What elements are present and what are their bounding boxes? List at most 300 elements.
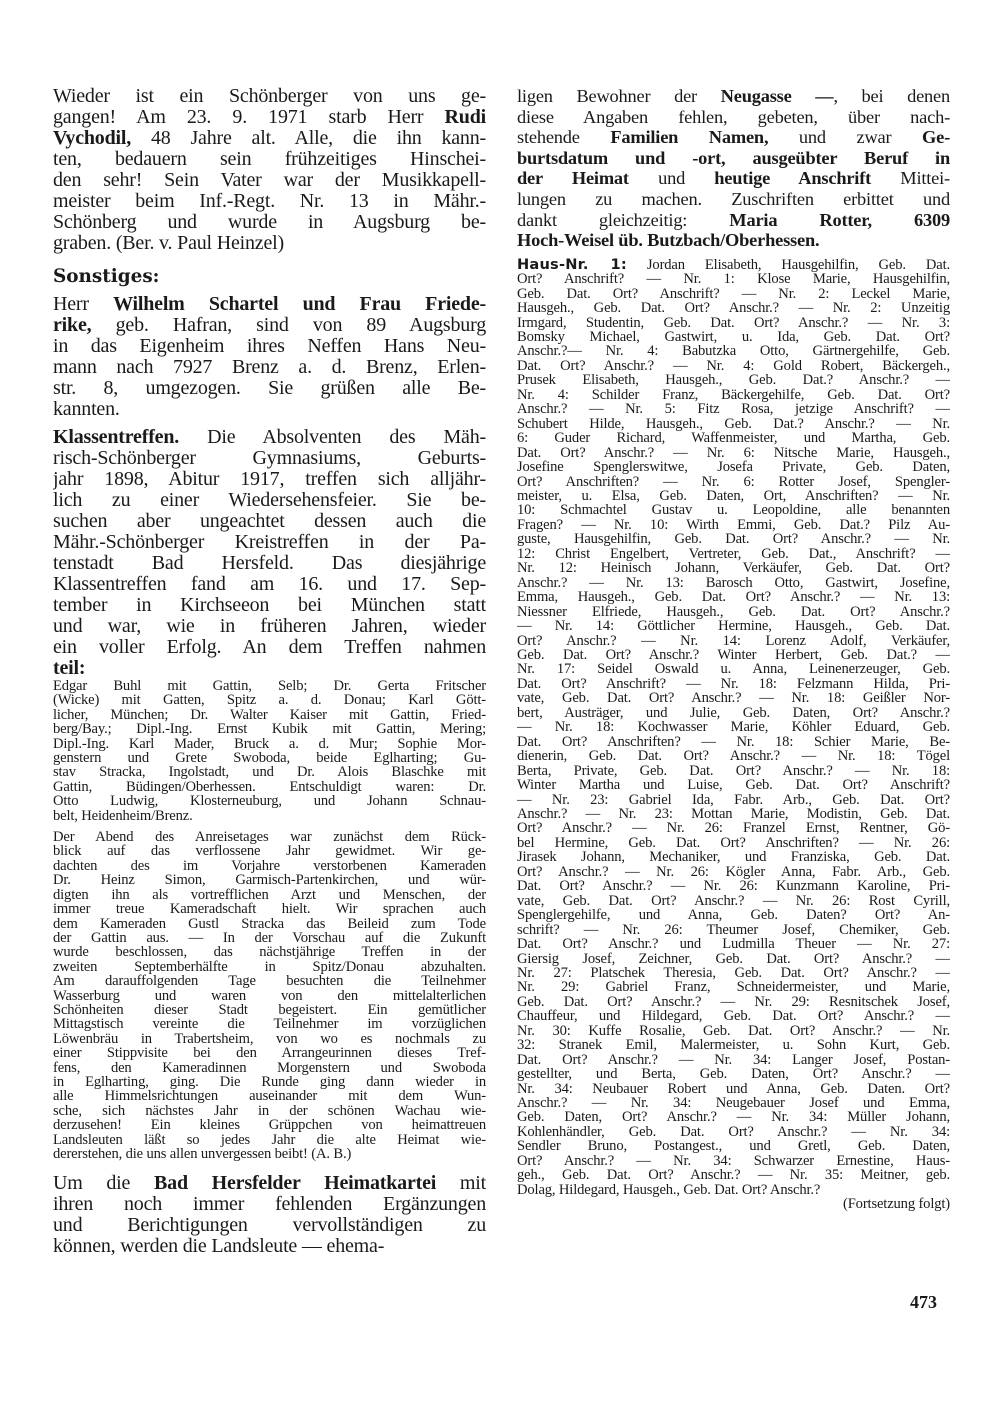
text-run: 48 Jahre alt. Alle, die ihn kann- bbox=[131, 128, 486, 149]
text-line bbox=[517, 316, 950, 330]
text-line bbox=[517, 1139, 950, 1153]
text-run: Schönberg und wurde in Augsburg be- bbox=[53, 212, 486, 233]
text-run: meister beim Inf.-Regt. Nr. 13 in Mähr.- bbox=[53, 191, 486, 212]
text-run: Klassentreffen fand am 16. und 17. Sep- bbox=[53, 574, 486, 595]
text-line bbox=[53, 780, 486, 794]
text-run: stav Stracka, Ingolstadt, und Dr. Alois Blaschke mit bbox=[53, 765, 486, 780]
text-run: 32: Stranek Emil, Malermeister, u. Sohn Kurt, Geb. bbox=[517, 1038, 950, 1053]
section-heading-sonstiges: Sonstiges: bbox=[53, 266, 160, 287]
text-line bbox=[53, 1133, 486, 1147]
bold-text: burtsdatum und -ort, ausgeübter Beruf in bbox=[517, 147, 950, 168]
evening-report-paragraph bbox=[53, 830, 486, 1161]
text-run: vate, Geb. Dat. Ort? Anschr.? — Nr. 26: Rost Cyrill, bbox=[517, 893, 950, 909]
text-line bbox=[53, 212, 486, 233]
text-run: einer Stippvisite bei den Arrangeurinnen dieses Tref- bbox=[53, 1046, 486, 1061]
relocation-paragraph bbox=[53, 294, 486, 420]
text-line bbox=[53, 399, 486, 420]
text-line bbox=[517, 850, 950, 864]
text-line bbox=[517, 489, 950, 503]
text-run: bert, Austräger, und Julie, Geb. Daten, Ort? Anschr.? bbox=[517, 705, 950, 721]
text-line bbox=[53, 357, 486, 378]
text-run: Dat. Ort? Anschr.? und Ludmilla Theuer — Nr. 27: bbox=[517, 937, 950, 952]
text-line bbox=[53, 553, 486, 574]
text-line bbox=[517, 662, 950, 676]
text-line bbox=[517, 923, 950, 937]
text-run: Nr. 30: Kuffe Rosalie, Geb. Dat. Ort? Anschr.? — Nr. bbox=[517, 1023, 950, 1039]
text-run: kannten. bbox=[53, 399, 120, 420]
text-run: , bei denen bbox=[833, 86, 950, 106]
text-run: dienerin, Geb. Dat. Ort? Anschr.? — Nr. 18: Tögel bbox=[517, 749, 950, 764]
text-line bbox=[53, 1032, 486, 1046]
text-line bbox=[517, 605, 950, 619]
text-run: 12: Christ Engelbert, Vertreter, Geb. Dat., Anschrift? — bbox=[517, 546, 950, 562]
text-line bbox=[517, 576, 950, 590]
text-run: tenstadt Bad Hersfeld. Das diesjährige bbox=[53, 553, 486, 574]
text-run: berg/Bay.; Dipl.-Ing. Ernst Kubik mit Gattin, Mering; bbox=[53, 722, 486, 737]
text-line bbox=[517, 532, 950, 546]
text-run: Geb. Daten, Ort? Anschr.? — Nr. 34: Müller Johann, bbox=[517, 1110, 950, 1125]
bold-text: Klassentreffen. bbox=[53, 427, 180, 448]
text-run: Gattin, Büdingen/Oberhessen. Entschuldigt waren: Dr. bbox=[53, 779, 486, 795]
text-run: Jordan Elisabeth, Hausgehilfin, Geb. Dat. bbox=[626, 257, 950, 273]
text-line bbox=[517, 1110, 950, 1124]
text-run: schrift? — Nr. 26: Theumer Josef, Chemiker, Geb. bbox=[517, 922, 950, 938]
text-run: Josefine Spenglerswitwe, Josefa Private, Geb. Daten, bbox=[517, 460, 950, 475]
text-line bbox=[53, 336, 486, 357]
text-line bbox=[517, 258, 950, 272]
bold-text: Vychodil, bbox=[53, 128, 132, 149]
text-run: 10: Schmachtel Gustav u. Leopoldine, alle benannten bbox=[517, 503, 950, 518]
class-reunion-paragraph bbox=[53, 427, 486, 679]
text-line bbox=[517, 287, 950, 301]
text-run: licher, München; Dr. Walter Kaiser mit Gattin, Fried- bbox=[53, 707, 486, 723]
text-line bbox=[53, 532, 486, 553]
text-line bbox=[53, 960, 486, 974]
text-run: Hausgeh., Geb. Dat. Ort? Anschr.? — Nr. 2: Unzeitig bbox=[517, 301, 950, 316]
text-line bbox=[53, 809, 486, 823]
text-line bbox=[53, 637, 486, 658]
text-line bbox=[53, 1061, 486, 1075]
participants-paragraph bbox=[53, 679, 486, 823]
text-run: Schönheiten dieser Stadt begeistert. Ein gemütlicher bbox=[53, 1002, 486, 1018]
text-line bbox=[517, 388, 950, 402]
text-line bbox=[517, 590, 950, 604]
text-line bbox=[517, 648, 950, 662]
text-run: Nr. 29: Gabriel Franz, Schneidermeister, und Marie, bbox=[517, 980, 950, 995]
text-run: zweiten Septemberhälfte in Spitz/Donau abzuhalten. bbox=[53, 959, 486, 975]
text-run: Herr bbox=[53, 294, 114, 315]
text-run: Dr. Heinz Simon, Garmisch-Partenkirchen, und wür- bbox=[53, 873, 486, 888]
text-line bbox=[53, 1075, 486, 1089]
text-line bbox=[517, 634, 950, 648]
text-run: Ort? Anschrift? — Nr. 1: Klose Marie, Hausgehilfin, bbox=[517, 272, 950, 287]
text-line bbox=[517, 793, 950, 807]
text-run: vate, Geb. Dat. Ort? Anschr.? — Nr. 18: Geißler Nor- bbox=[517, 691, 950, 706]
text-line bbox=[517, 1067, 950, 1081]
text-line bbox=[53, 708, 486, 722]
text-run: und bbox=[628, 168, 715, 189]
text-line bbox=[53, 794, 486, 808]
text-line bbox=[53, 1003, 486, 1017]
text-run: graben. (Ber. v. Paul Heinzel) bbox=[53, 233, 284, 254]
text-line bbox=[53, 989, 486, 1003]
text-run: ten, bedauern sein frühzeitiges Hinschei- bbox=[53, 149, 486, 170]
text-line bbox=[517, 503, 950, 517]
text-run: in Eglharting, ging. Die Runde ging dann wieder in bbox=[53, 1074, 486, 1090]
text-line bbox=[517, 460, 950, 474]
text-run: Anschr.? — Nr. 13: Barosch Otto, Gastwirt, Josefine, bbox=[517, 575, 950, 591]
text-run: immer treue Kameradschaft hielt. Wir sprachen auch bbox=[53, 902, 486, 917]
bold-text: der Heimat bbox=[517, 168, 629, 189]
bold-text: Familien Namen, bbox=[610, 127, 769, 148]
text-run: Ort? Anschriften? — Nr. 6: Rotter Josef, Spengler- bbox=[517, 474, 950, 489]
text-run: Dat. Ort? Anschr.? — Nr. 34: Langer Josef, Postan- bbox=[517, 1052, 950, 1068]
text-line bbox=[517, 865, 950, 879]
text-line bbox=[517, 735, 950, 749]
text-line bbox=[517, 107, 950, 128]
text-run: — Nr. 18: Kochwasser Marie, Köhler Eduard, Geb. bbox=[517, 720, 950, 735]
text-line bbox=[53, 149, 486, 170]
text-line bbox=[517, 749, 950, 763]
text-run: Dat. Ort? Anschr.? — Nr. 6: Nitsche Marie, Hausgeh., bbox=[517, 445, 950, 461]
text-run: Geb. Dat. Ort? Anschr.? Winter Herbert, Geb. Dat.? — bbox=[517, 647, 950, 663]
text-run: belt, Heidenheim/Brenz. bbox=[53, 808, 193, 824]
text-line bbox=[53, 830, 486, 844]
text-run: ihren noch immer fehlenden Ergänzungen bbox=[53, 1194, 486, 1216]
text-run: genstern und Grete Swoboda, beide Eglharting; Gu- bbox=[53, 751, 486, 766]
text-line bbox=[517, 168, 950, 189]
text-run: Nr. 17: Seidel Oswald u. Anna, Leinenerzeuger, Geb. bbox=[517, 662, 950, 677]
text-run: können, werden die Landsleute — ehema- bbox=[53, 1236, 385, 1258]
text-run: Ort? Anschr.? — Nr. 26: Kögler Anna, Fabr. Arb., Geb. bbox=[517, 864, 950, 880]
text-line bbox=[517, 86, 950, 107]
text-run: gestellter, und Berta, Geb. Daten, Ort? Anschr.? — bbox=[517, 1067, 950, 1082]
text-run: alle Himmelsrichtungen auseinander mit dem Wun- bbox=[53, 1089, 486, 1104]
text-line bbox=[53, 427, 486, 448]
text-line bbox=[517, 980, 950, 994]
text-line bbox=[53, 931, 486, 945]
text-line bbox=[517, 1082, 950, 1096]
text-run: Ort? Anschr.? — Nr. 14: Lorenz Adolf, Verkäufer, bbox=[517, 633, 950, 648]
text-line bbox=[517, 301, 950, 315]
text-line bbox=[517, 894, 950, 908]
text-line bbox=[53, 490, 486, 511]
text-line bbox=[517, 706, 950, 720]
text-run: Ort? Anschr.? — Nr. 34: Schwarzer Ernestine, Haus- bbox=[517, 1153, 950, 1169]
bold-text: Wilhelm Schartel und Frau Friede- bbox=[113, 294, 486, 315]
text-line bbox=[53, 1089, 486, 1103]
text-run: dererstehen, die uns allen unvergessen beibt! (A. B.) bbox=[53, 1147, 352, 1162]
right-column bbox=[517, 86, 950, 1212]
text-run: der Gattin aus. — In der Vorschau auf die Zukunft bbox=[53, 930, 486, 946]
text-line bbox=[53, 679, 486, 693]
text-run: meister, u. Elsa, Geb. Daten, Ort, Anschriften? — Nr. bbox=[517, 489, 950, 504]
text-line bbox=[53, 765, 486, 779]
text-run: (Wicke) mit Gatten, Spitz a. d. Donau; Karl Gött- bbox=[53, 693, 486, 708]
text-line bbox=[517, 1168, 950, 1182]
house-number-label: Haus-Nr. 1: bbox=[517, 257, 627, 273]
text-run: ligen Bewohner der bbox=[517, 86, 721, 106]
text-run: Die Absolventen des Mäh- bbox=[179, 427, 486, 448]
text-line bbox=[53, 233, 486, 254]
text-run: bel Hermine, Geb. Dat. Ort? Anschriften? — Nr. 26: bbox=[517, 835, 950, 851]
text-line bbox=[517, 561, 950, 575]
text-line bbox=[517, 547, 950, 561]
text-line bbox=[53, 191, 486, 212]
text-run: — Nr. 14: Göttlicher Hermine, Hausgeh., Geb. Dat. bbox=[517, 619, 950, 634]
text-line bbox=[517, 836, 950, 850]
text-run: Fragen? — Nr. 10: Wirth Emmi, Geb. Dat.? Pilz Au- bbox=[517, 517, 950, 533]
text-line bbox=[517, 952, 950, 966]
bold-text: rike, bbox=[53, 315, 92, 336]
text-run: Dipl.-Ing. Karl Mader, Bruck a. d. Mur; Sophie Mor- bbox=[53, 736, 486, 752]
text-line bbox=[517, 344, 950, 358]
text-line bbox=[53, 378, 486, 399]
text-line bbox=[517, 518, 950, 532]
text-run: Nr. 12: Heinisch Johann, Verkäufer, Geb. Dat. Ort? bbox=[517, 561, 950, 576]
text-run: Dat. Ort? Anschr.? — Nr. 4: Gold Robert, Bäckergeh., bbox=[517, 358, 950, 374]
text-run: in das Eigenheim ihres Neffen Hans Neu- bbox=[53, 336, 486, 357]
text-run: suchen aber ungeachtet dessen auch die bbox=[53, 511, 486, 532]
bold-text: heutige Anschrift bbox=[714, 168, 872, 189]
bold-text: teil: bbox=[53, 658, 86, 679]
text-run: lich zu einer Wiedersehensfeier. Sie be- bbox=[53, 490, 486, 511]
text-line bbox=[53, 294, 486, 315]
text-run: Landsleuten läßt so jedes Jahr die alte Heimat wie- bbox=[53, 1132, 486, 1147]
bold-text: Bad Hersfelder Heimatkartei bbox=[154, 1173, 437, 1195]
text-line bbox=[517, 1154, 950, 1168]
text-line bbox=[517, 908, 950, 922]
text-run: Nr. 4: Schilder Franz, Bäckergehilfe, Geb. Dat. Ort? bbox=[517, 387, 950, 403]
text-line bbox=[53, 511, 486, 532]
text-run: wurde beschlossen, das nächstjährige Treffen in der bbox=[53, 945, 486, 960]
text-run: 6: Guder Richard, Waffenmeister, und Martha, Geb. bbox=[517, 431, 950, 446]
text-run: stehende bbox=[517, 127, 611, 148]
text-run: und Berichtigungen vervollständigen zu bbox=[53, 1215, 486, 1237]
text-line bbox=[53, 888, 486, 902]
bold-text: Hoch-Weisel üb. Butzbach/Oberhessen. bbox=[517, 230, 820, 251]
text-line bbox=[517, 807, 950, 821]
text-line bbox=[517, 1096, 950, 1110]
text-line bbox=[53, 170, 486, 191]
text-line bbox=[53, 844, 486, 858]
text-run: guste, Hausgehilfin, Geb. Dat. Ort? Anschr.? — Nr. bbox=[517, 532, 950, 547]
text-line bbox=[53, 574, 486, 595]
text-run: Nr. 27: Platschek Theresia, Geb. Dat. Ort? Anschr.? — bbox=[517, 965, 950, 981]
text-line bbox=[53, 1215, 486, 1236]
text-run: ein voller Erfolg. An dem Treffen nahmen bbox=[53, 637, 486, 658]
text-line bbox=[517, 210, 950, 231]
text-run: Anschr.? — Nr. 34: Neugebauer Josef und Emma, bbox=[517, 1096, 950, 1111]
text-line bbox=[517, 359, 950, 373]
bold-text: Neugasse — bbox=[720, 86, 834, 106]
text-line bbox=[517, 373, 950, 387]
text-run: str. 8, umgezogen. Sie grüßen alle Be- bbox=[53, 378, 486, 399]
text-line bbox=[517, 1125, 950, 1139]
text-line bbox=[53, 1118, 486, 1132]
text-run: Mähr.-Schönberger Kreistreffen in der Pa- bbox=[53, 532, 486, 553]
text-run: risch-Schönberger Gymnasiums, Geburts- bbox=[53, 448, 486, 469]
bold-text: Ge- bbox=[922, 127, 950, 148]
text-run: fens, den Kameradinnen Morgenstern und Swoboda bbox=[53, 1060, 486, 1075]
text-line bbox=[517, 230, 950, 251]
text-line bbox=[517, 720, 950, 734]
text-run: Geb. Dat. Ort? Anschr.? — Nr. 29: Resnitschek Josef, bbox=[517, 994, 950, 1010]
text-line bbox=[517, 475, 950, 489]
text-line bbox=[517, 821, 950, 835]
text-run: geb. Hafran, sind von 89 Augsburg bbox=[91, 315, 486, 336]
text-run: Wieder ist ein Schönberger von uns ge- bbox=[53, 86, 486, 107]
text-run: Emma, Hausgeh., Geb. Dat. Ort? Anschr.? — Nr. 13: bbox=[517, 590, 950, 605]
text-line bbox=[517, 879, 950, 893]
text-line bbox=[517, 189, 950, 210]
text-run: Bomsky Michael, Gastwirt, u. Ida, Geb. Dat. Ort? bbox=[517, 330, 950, 345]
text-line bbox=[53, 945, 486, 959]
text-line bbox=[517, 431, 950, 445]
text-line bbox=[517, 272, 950, 286]
text-run: Winter Martha und Luise, Geb. Dat. Ort? Anschrift? bbox=[517, 778, 950, 793]
card-index-appeal-paragraph bbox=[53, 1173, 486, 1257]
text-run: Löwenbräu in Trabertsheim, von wo es nochmals zu bbox=[53, 1031, 486, 1047]
text-run: Sendler Bruno, Postangest., und Gretl, Geb. Daten, bbox=[517, 1139, 950, 1154]
text-line bbox=[517, 330, 950, 344]
text-run: Mittagstisch vereinte die Teilnehmer im vorzüglichen bbox=[53, 1017, 486, 1032]
text-run: Niessner Elfriede, Hausgeh., Geb. Dat. Ort? Anschr.? bbox=[517, 604, 950, 620]
text-run: dem Kameraden Gustl Stracka das Beileid zum Tode bbox=[53, 916, 486, 931]
text-line bbox=[517, 402, 950, 416]
text-run: geh., Geb. Dat. Ort? Anschr.? — Nr. 35: Meitner, geb. bbox=[517, 1168, 950, 1183]
text-run: Spenglergehilfe, und Anna, Geb. Daten? Ort? An- bbox=[517, 908, 950, 923]
text-run: Otto Ludwig, Klosterneuburg, und Johann Schnau- bbox=[53, 794, 486, 809]
text-line bbox=[53, 737, 486, 751]
text-line bbox=[53, 917, 486, 931]
text-run: sche, sich nächstes Jahr in der schönen Wachau wie- bbox=[53, 1103, 486, 1119]
text-run: dankt gleichzeitig: bbox=[517, 209, 730, 230]
text-line bbox=[517, 619, 950, 633]
text-line bbox=[53, 315, 486, 336]
text-line bbox=[517, 691, 950, 705]
text-run: Berta, Private, Geb. Dat. Ort? Anschr.? — Nr. 18: bbox=[517, 763, 950, 779]
text-line bbox=[53, 86, 486, 107]
text-line bbox=[53, 469, 486, 490]
text-run: Ort? Anschr.? — Nr. 26: Franzel Ernst, Rentner, Gö- bbox=[517, 821, 950, 836]
text-run: Dat. Ort? Anschrift? — Nr. 18: Felzmann Hilda, Pri- bbox=[517, 676, 950, 692]
text-line bbox=[517, 417, 950, 431]
page-number: 473 bbox=[910, 1292, 937, 1312]
text-line bbox=[53, 1017, 486, 1031]
text-line bbox=[517, 677, 950, 691]
continuation-note: (Fortsetzung folgt) bbox=[843, 1197, 950, 1212]
text-run: derzusehen! Ein kleines Grüppchen von heimattreuen bbox=[53, 1118, 486, 1133]
text-line bbox=[517, 1053, 950, 1067]
text-line bbox=[53, 616, 486, 637]
text-line bbox=[53, 595, 486, 616]
text-run: — Nr. 23: Gabriel Ida, Fabr. Arb., Geb. Dat. Ort? bbox=[517, 792, 950, 807]
text-line bbox=[517, 1024, 950, 1038]
text-line bbox=[517, 127, 950, 148]
text-line bbox=[517, 148, 950, 169]
text-run: Jirasek Johann, Mechaniker, und Franziska, Geb. Dat. bbox=[517, 850, 950, 865]
text-run: Anschr.? — Nr. 23: Mottan Marie, Modistin, Geb. Dat. bbox=[517, 806, 950, 822]
text-line bbox=[53, 448, 486, 469]
text-run: und war, wie in früheren Jahren, wieder bbox=[53, 616, 486, 637]
text-line bbox=[53, 1173, 486, 1194]
text-run: tember in Kirchseeon bei München statt bbox=[53, 595, 486, 616]
text-run: blick auf das verflossene Jahr gewidmet. Wir ge- bbox=[53, 844, 486, 859]
text-run: Um die bbox=[53, 1173, 154, 1195]
text-line bbox=[53, 107, 486, 128]
text-line bbox=[53, 1046, 486, 1060]
text-line bbox=[517, 995, 950, 1009]
text-run: mit bbox=[436, 1173, 486, 1195]
text-run: und zwar bbox=[768, 127, 922, 148]
text-run: Giersig Josef, Zeichner, Geb. Dat. Ort? Anschr.? — bbox=[517, 951, 950, 966]
text-run: Irmgard, Studentin, Geb. Dat. Ort? Anschr.? — Nr. 3: bbox=[517, 315, 950, 331]
text-line bbox=[53, 658, 486, 679]
obituary-paragraph bbox=[53, 86, 486, 254]
house-number-list bbox=[517, 258, 950, 1197]
appeal-continued-paragraph bbox=[517, 86, 950, 251]
bold-text: Rudi bbox=[444, 107, 486, 128]
text-run: gangen! Am 23. 9. 1971 starb Herr bbox=[53, 107, 445, 128]
text-run: mann nach 7927 Brenz a. d. Brenz, Erlen- bbox=[53, 357, 486, 378]
text-line bbox=[517, 764, 950, 778]
text-line bbox=[53, 1194, 486, 1215]
text-line bbox=[53, 1104, 486, 1118]
text-line bbox=[53, 128, 486, 149]
text-line bbox=[517, 966, 950, 980]
text-line bbox=[517, 778, 950, 792]
text-run: Dat. Ort? Anschriften? — Nr. 18: Schier Marie, Be- bbox=[517, 734, 950, 750]
text-run: Wasserburg und waren von den mittelalterlichen bbox=[53, 988, 486, 1003]
text-run: Am darauffolgenden Tage besuchten die Teilnehmer bbox=[53, 974, 486, 989]
text-line bbox=[53, 859, 486, 873]
text-run: Prusek Elisabeth, Hausgeh., Geb. Dat.? Anschr.? — bbox=[517, 373, 950, 388]
text-run: Anschr.?— Nr. 4: Babutzka Otto, Gärtnergehilfe, Geb. bbox=[517, 344, 950, 359]
text-line bbox=[517, 446, 950, 460]
text-run: Geb. Dat. Ort? Anschrift? — Nr. 2: Leckel Marie, bbox=[517, 286, 950, 302]
text-line bbox=[53, 974, 486, 988]
text-run: dachten des im Vorjahre verstorbenen Kameraden bbox=[53, 858, 486, 874]
text-line bbox=[53, 873, 486, 887]
text-run: den sehr! Sein Vater war der Musikkapell- bbox=[53, 170, 486, 191]
text-line bbox=[517, 1183, 950, 1197]
left-column bbox=[53, 86, 486, 1257]
text-run: Schubert Hilde, Hausgeh., Geb. Dat.? Anschr.? — Nr. bbox=[517, 416, 950, 432]
text-line bbox=[53, 1236, 486, 1257]
text-line bbox=[53, 722, 486, 736]
text-run: jahr 1898, Abitur 1917, treffen sich alljähr- bbox=[53, 469, 486, 490]
text-line bbox=[53, 902, 486, 916]
text-line bbox=[517, 1009, 950, 1023]
text-run: Dolag, Hildegard, Hausgeh., Geb. Dat. Ort? Anschr.? bbox=[517, 1182, 821, 1198]
text-run: Edgar Buhl mit Gattin, Selb; Dr. Gerta Fritscher bbox=[53, 679, 486, 694]
text-line bbox=[517, 937, 950, 951]
text-line bbox=[517, 1038, 950, 1052]
text-run: Der Abend des Anreisetages war zunächst dem Rück- bbox=[53, 830, 486, 845]
text-line bbox=[53, 751, 486, 765]
text-run: Anschr.? — Nr. 5: Fitz Rosa, jetzige Anschrift? — bbox=[517, 402, 950, 417]
text-run: Nr. 34: Neubauer Robert und Anna, Geb. Daten. Ort? bbox=[517, 1081, 950, 1097]
text-run: lungen zu machen. Zuschriften erbittet und bbox=[517, 188, 950, 209]
text-run: digten ihn als vortrefflichen Arzt und Menschen, der bbox=[53, 887, 486, 903]
text-run: Dat. Ort? Anschr.? — Nr. 26: Kunzmann Karoline, Pri- bbox=[517, 879, 950, 894]
text-run: Kohlenhändler, Geb. Dat. Ort? Anschr.? — Nr. 34: bbox=[517, 1124, 950, 1140]
text-line bbox=[53, 693, 486, 707]
text-line bbox=[53, 1147, 486, 1161]
text-run: diese Angaben fehlen, gebeten, über nach- bbox=[517, 106, 950, 127]
text-run: Chauffeur, und Hildegard, Geb. Dat. Ort? Anschr.? — bbox=[517, 1009, 950, 1024]
